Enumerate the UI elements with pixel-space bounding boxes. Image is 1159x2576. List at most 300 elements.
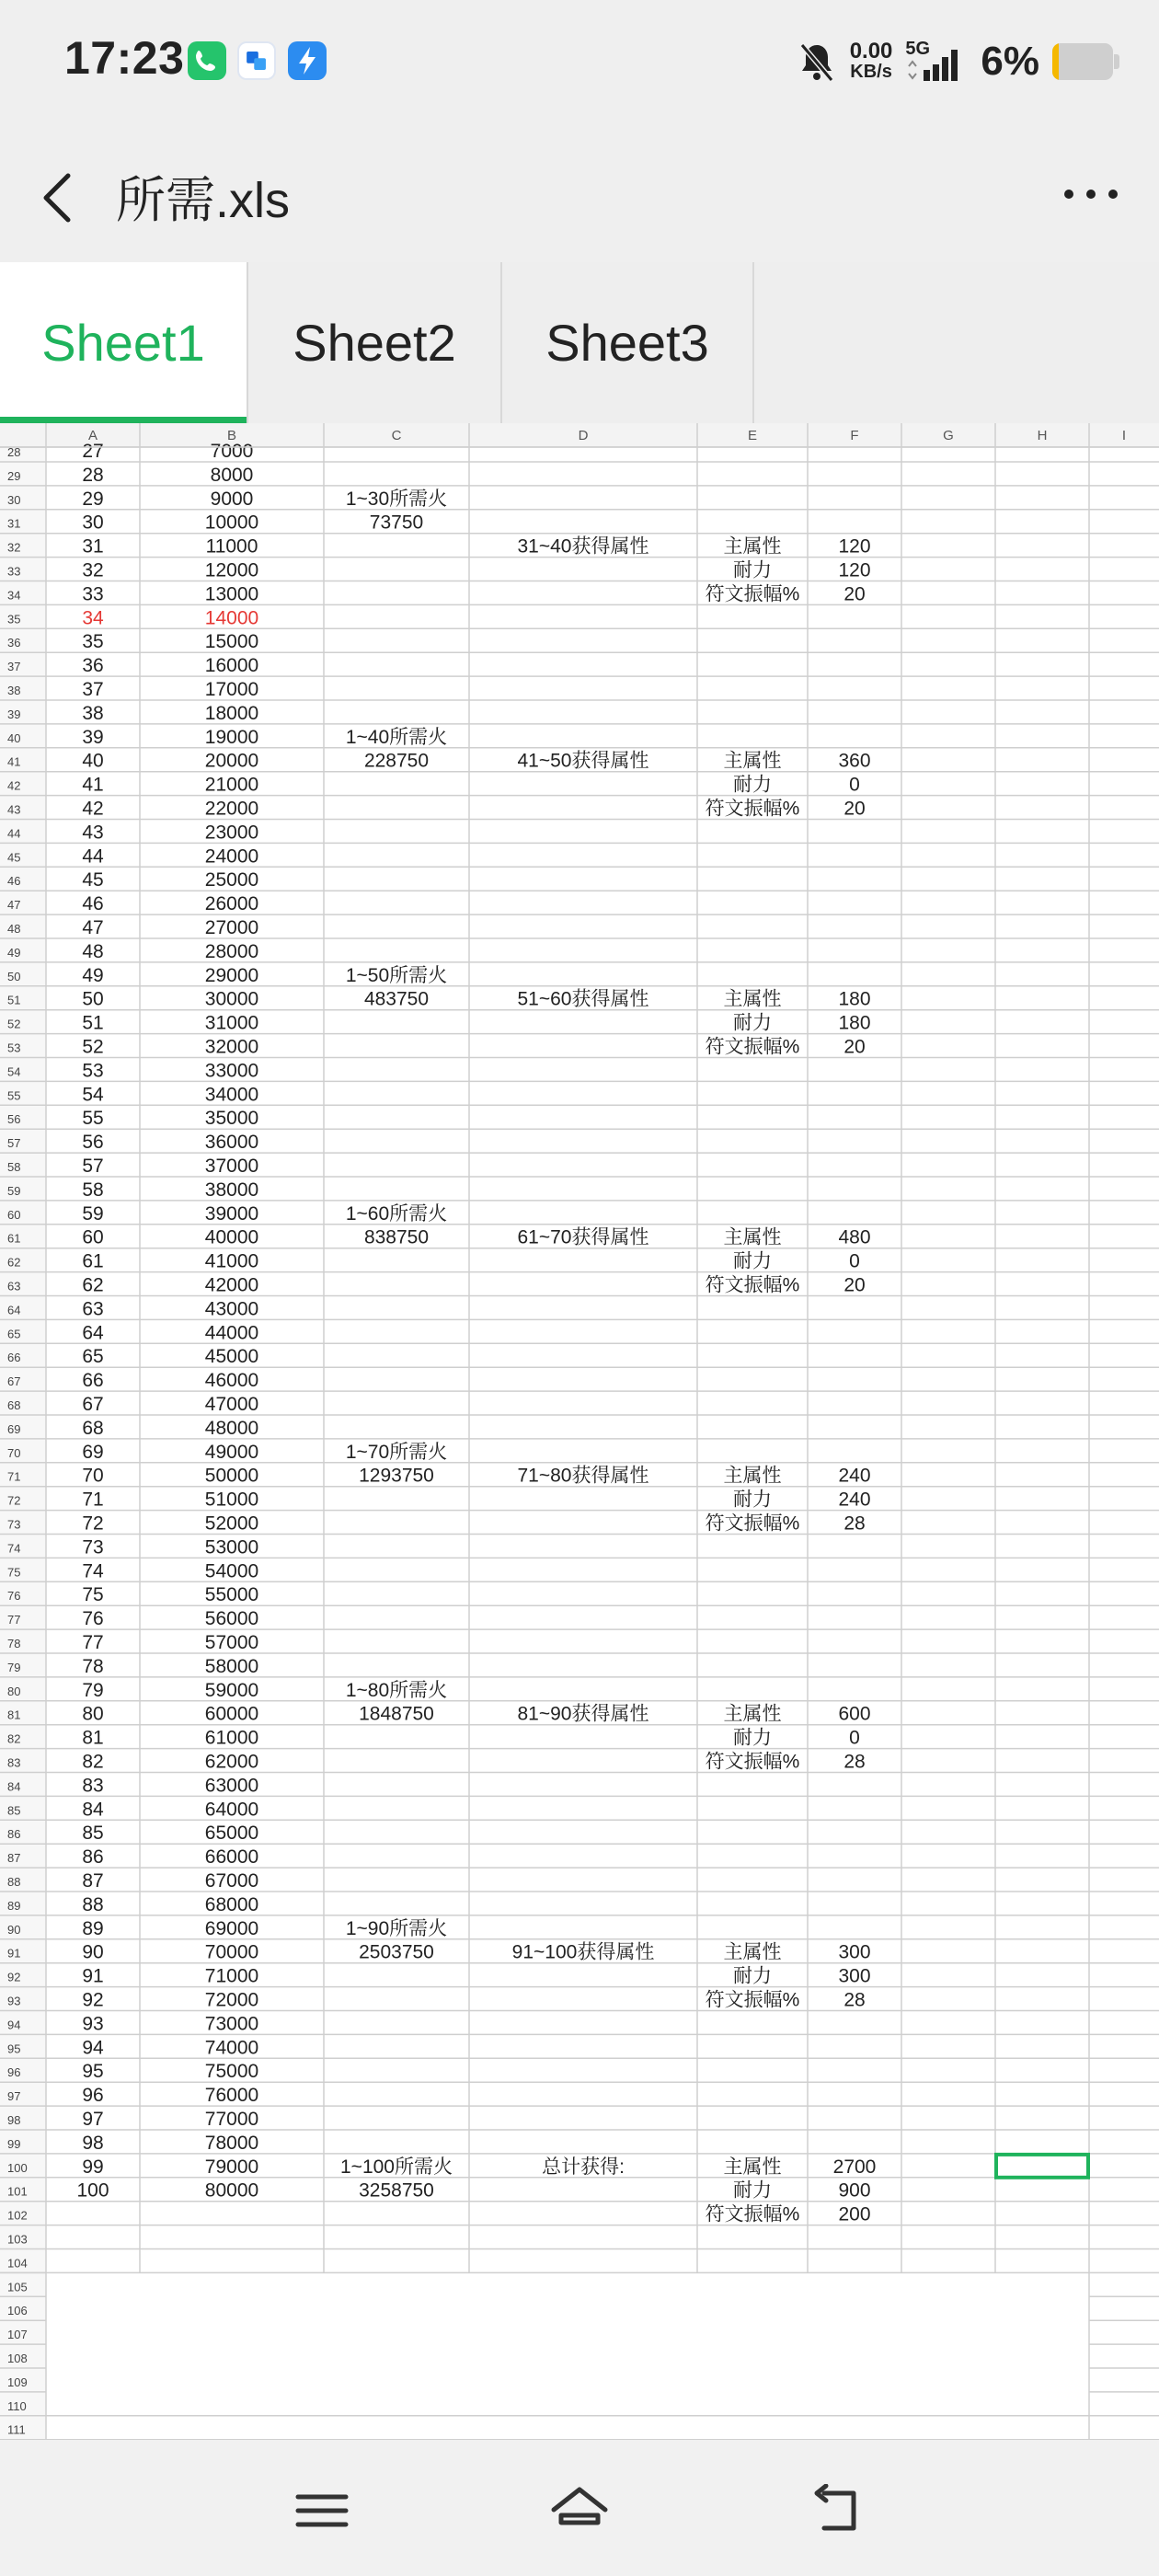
cell-b55[interactable]: 34000 xyxy=(204,1084,259,1106)
cell-a67[interactable]: 66 xyxy=(82,1370,104,1392)
cell-a41[interactable]: 40 xyxy=(82,750,104,772)
row-header[interactable]: 64 xyxy=(7,1303,21,1317)
row-header[interactable]: 40 xyxy=(7,730,21,745)
cell-a28[interactable]: 27 xyxy=(82,441,104,462)
row-header[interactable]: 39 xyxy=(7,707,21,721)
selected-cell[interactable] xyxy=(996,2155,1088,2178)
cell-a76[interactable]: 75 xyxy=(82,1584,104,1606)
cell-b67[interactable]: 46000 xyxy=(204,1370,259,1392)
cell-b99[interactable]: 78000 xyxy=(204,2132,259,2154)
cell-e43[interactable]: 符文振幅% xyxy=(705,798,800,820)
row-header[interactable]: 70 xyxy=(7,1445,21,1460)
column-header-a[interactable]: A xyxy=(87,428,98,443)
row-header[interactable]: 49 xyxy=(7,945,21,960)
cell-a31[interactable]: 30 xyxy=(82,512,104,534)
cell-d91[interactable]: 91~100获得属性 xyxy=(511,1941,655,1963)
cell-f53[interactable]: 20 xyxy=(843,1036,866,1058)
row-header[interactable]: 106 xyxy=(7,2304,28,2318)
cell-c81[interactable]: 1848750 xyxy=(359,1703,434,1725)
cell-b31[interactable]: 10000 xyxy=(204,512,259,534)
cell-b87[interactable]: 66000 xyxy=(204,1846,259,1869)
cell-b83[interactable]: 62000 xyxy=(204,1751,259,1773)
row-header[interactable]: 86 xyxy=(7,1827,21,1842)
cell-a83[interactable]: 82 xyxy=(82,1751,104,1773)
cell-c51[interactable]: 483750 xyxy=(363,988,430,1010)
cell-b47[interactable]: 26000 xyxy=(204,893,259,915)
cell-a42[interactable]: 41 xyxy=(82,774,104,796)
cell-a47[interactable]: 46 xyxy=(82,893,104,915)
cell-b91[interactable]: 70000 xyxy=(204,1941,259,1963)
row-header[interactable]: 46 xyxy=(7,874,21,889)
cell-f91[interactable]: 300 xyxy=(838,1941,871,1963)
row-header[interactable]: 92 xyxy=(7,1970,21,1984)
cell-b49[interactable]: 28000 xyxy=(204,940,259,962)
cell-a62[interactable]: 61 xyxy=(82,1250,104,1272)
cell-e52[interactable]: 耐力 xyxy=(733,1012,772,1034)
cell-a84[interactable]: 83 xyxy=(82,1775,104,1797)
back-arrow-icon[interactable] xyxy=(809,2484,868,2537)
cell-a34[interactable]: 33 xyxy=(82,583,104,605)
cell-f51[interactable]: 180 xyxy=(838,988,871,1010)
cell-a73[interactable]: 72 xyxy=(82,1512,104,1535)
tab-sheet2[interactable]: Sheet2 xyxy=(248,262,502,423)
row-header[interactable]: 107 xyxy=(7,2328,28,2342)
cell-b50[interactable]: 29000 xyxy=(204,964,259,986)
cell-b65[interactable]: 44000 xyxy=(204,1322,259,1344)
cell-b39[interactable]: 18000 xyxy=(204,702,259,724)
row-header[interactable]: 41 xyxy=(7,754,21,769)
row-header[interactable]: 33 xyxy=(7,564,21,579)
cell-b45[interactable]: 24000 xyxy=(204,845,259,868)
cell-f33[interactable]: 120 xyxy=(838,559,871,581)
cell-f81[interactable]: 600 xyxy=(838,1703,871,1725)
row-header[interactable]: 52 xyxy=(7,1017,21,1031)
cell-e83[interactable]: 符文振幅% xyxy=(705,1751,800,1773)
cell-a94[interactable]: 93 xyxy=(82,2013,104,2035)
cell-a72[interactable]: 71 xyxy=(82,1489,104,1511)
row-header[interactable]: 91 xyxy=(7,1946,21,1961)
cell-c101[interactable]: 3258750 xyxy=(359,2179,434,2202)
row-header[interactable]: 82 xyxy=(7,1731,21,1746)
cell-a90[interactable]: 89 xyxy=(82,1917,104,1939)
row-header[interactable]: 111 xyxy=(7,2422,26,2437)
cell-e53[interactable]: 符文振幅% xyxy=(705,1036,800,1058)
cell-b96[interactable]: 75000 xyxy=(204,2061,259,2083)
row-header[interactable]: 55 xyxy=(7,1088,21,1103)
row-header[interactable]: 67 xyxy=(7,1374,21,1389)
cell-a54[interactable]: 53 xyxy=(82,1060,104,1082)
cell-b81[interactable]: 60000 xyxy=(204,1703,259,1725)
cell-b94[interactable]: 73000 xyxy=(204,2013,259,2035)
cell-c71[interactable]: 1293750 xyxy=(359,1465,434,1487)
cell-b53[interactable]: 32000 xyxy=(204,1036,259,1058)
row-header[interactable]: 98 xyxy=(7,2113,21,2127)
row-header[interactable]: 68 xyxy=(7,1398,21,1412)
cell-b30[interactable]: 9000 xyxy=(210,488,254,510)
cell-a97[interactable]: 96 xyxy=(82,2085,104,2107)
cell-e51[interactable]: 主属性 xyxy=(723,988,782,1010)
cell-e61[interactable]: 主属性 xyxy=(723,1226,782,1248)
cell-f93[interactable]: 28 xyxy=(843,1989,866,2011)
cell-f63[interactable]: 20 xyxy=(843,1274,866,1296)
cell-a74[interactable]: 73 xyxy=(82,1536,104,1558)
cell-b63[interactable]: 42000 xyxy=(204,1274,259,1296)
cell-c80[interactable]: 1~80所需火 xyxy=(345,1679,448,1701)
row-header[interactable]: 29 xyxy=(7,468,21,483)
row-header[interactable]: 73 xyxy=(7,1517,21,1532)
cell-b37[interactable]: 16000 xyxy=(204,655,259,677)
cell-a91[interactable]: 90 xyxy=(82,1941,104,1963)
row-header[interactable]: 95 xyxy=(7,2041,21,2056)
cell-a40[interactable]: 39 xyxy=(82,726,104,748)
cell-e33[interactable]: 耐力 xyxy=(733,559,772,581)
cell-b80[interactable]: 59000 xyxy=(204,1679,259,1701)
cell-a101[interactable]: 100 xyxy=(76,2179,109,2202)
cell-b73[interactable]: 52000 xyxy=(204,1512,259,1535)
row-header[interactable]: 71 xyxy=(7,1469,21,1484)
menu-icon[interactable] xyxy=(293,2484,351,2537)
cell-b46[interactable]: 25000 xyxy=(204,869,259,891)
row-header[interactable]: 96 xyxy=(7,2065,21,2080)
cell-d100[interactable]: 总计获得: xyxy=(542,2156,625,2178)
row-header[interactable]: 66 xyxy=(7,1351,21,1365)
row-header[interactable]: 85 xyxy=(7,1803,21,1818)
cell-b97[interactable]: 76000 xyxy=(204,2085,259,2107)
row-header[interactable]: 77 xyxy=(7,1613,21,1627)
row-header[interactable]: 30 xyxy=(7,492,21,507)
cell-a78[interactable]: 77 xyxy=(82,1632,104,1653)
row-header[interactable]: 87 xyxy=(7,1851,21,1866)
cell-b82[interactable]: 61000 xyxy=(204,1727,259,1749)
cell-c90[interactable]: 1~90所需火 xyxy=(345,1917,448,1939)
row-header[interactable]: 94 xyxy=(7,2018,21,2032)
cell-a32[interactable]: 31 xyxy=(82,535,104,558)
row-header[interactable]: 88 xyxy=(7,1875,21,1889)
cell-a100[interactable]: 99 xyxy=(82,2156,104,2178)
cell-f83[interactable]: 28 xyxy=(843,1751,866,1773)
cell-a48[interactable]: 47 xyxy=(82,917,104,938)
cell-d61[interactable]: 61~70获得属性 xyxy=(517,1226,649,1248)
cell-b98[interactable]: 77000 xyxy=(204,2109,259,2130)
cell-f43[interactable]: 20 xyxy=(843,798,866,820)
cell-a89[interactable]: 88 xyxy=(82,1893,104,1915)
cell-b48[interactable]: 27000 xyxy=(204,917,259,938)
cell-b59[interactable]: 38000 xyxy=(204,1179,259,1201)
cell-c60[interactable]: 1~60所需火 xyxy=(345,1202,448,1225)
cell-a66[interactable]: 65 xyxy=(82,1346,104,1368)
cell-a50[interactable]: 49 xyxy=(82,964,104,986)
cell-b58[interactable]: 37000 xyxy=(204,1156,259,1177)
cell-b75[interactable]: 54000 xyxy=(204,1560,259,1582)
cell-f100[interactable]: 2700 xyxy=(832,2156,877,2178)
cell-a60[interactable]: 59 xyxy=(82,1202,104,1225)
cell-b42[interactable]: 21000 xyxy=(204,774,259,796)
cell-e81[interactable]: 主属性 xyxy=(723,1703,782,1725)
cell-b79[interactable]: 58000 xyxy=(204,1655,259,1677)
cell-f92[interactable]: 300 xyxy=(838,1965,871,1987)
cell-b44[interactable]: 23000 xyxy=(204,822,259,844)
row-header[interactable]: 61 xyxy=(7,1231,21,1246)
cell-a65[interactable]: 64 xyxy=(82,1322,104,1344)
cell-f101[interactable]: 900 xyxy=(838,2179,871,2202)
column-header-c[interactable]: C xyxy=(391,428,402,443)
cell-e91[interactable]: 主属性 xyxy=(723,1941,782,1963)
cell-b36[interactable]: 15000 xyxy=(204,631,259,653)
cell-a52[interactable]: 51 xyxy=(82,1012,104,1034)
cell-b90[interactable]: 69000 xyxy=(204,1917,259,1939)
cell-e93[interactable]: 符文振幅% xyxy=(705,1989,800,2011)
cell-b34[interactable]: 13000 xyxy=(204,583,259,605)
row-header[interactable]: 36 xyxy=(7,636,21,650)
cell-a80[interactable]: 79 xyxy=(82,1679,104,1701)
cell-b60[interactable]: 39000 xyxy=(204,1202,259,1225)
row-header[interactable]: 105 xyxy=(7,2280,28,2294)
cell-a85[interactable]: 84 xyxy=(82,1799,104,1821)
cell-b51[interactable]: 30000 xyxy=(204,988,259,1010)
cell-e102[interactable]: 符文振幅% xyxy=(705,2203,800,2225)
cell-a69[interactable]: 68 xyxy=(82,1417,104,1439)
row-header[interactable]: 45 xyxy=(7,850,21,865)
cell-a44[interactable]: 43 xyxy=(82,822,104,844)
cell-c30[interactable]: 1~30所需火 xyxy=(345,488,448,510)
row-header[interactable]: 35 xyxy=(7,612,21,627)
back-chevron-icon[interactable] xyxy=(35,170,81,225)
cell-b41[interactable]: 20000 xyxy=(204,750,259,772)
cell-b52[interactable]: 31000 xyxy=(204,1012,259,1034)
row-header[interactable]: 28 xyxy=(7,445,21,459)
row-header[interactable]: 56 xyxy=(7,1112,21,1127)
cell-b68[interactable]: 47000 xyxy=(204,1394,259,1415)
cell-f73[interactable]: 28 xyxy=(843,1512,866,1535)
row-header[interactable]: 43 xyxy=(7,802,21,817)
cell-c41[interactable]: 228750 xyxy=(363,750,430,772)
cell-a38[interactable]: 37 xyxy=(82,679,104,700)
cell-b64[interactable]: 43000 xyxy=(204,1298,259,1320)
cell-a81[interactable]: 80 xyxy=(82,1703,104,1725)
cell-c70[interactable]: 1~70所需火 xyxy=(345,1441,448,1463)
row-header[interactable]: 89 xyxy=(7,1898,21,1913)
row-header[interactable]: 44 xyxy=(7,826,21,841)
tab-sheet3[interactable]: Sheet3 xyxy=(502,262,754,423)
spreadsheet-grid[interactable] xyxy=(0,423,1159,2440)
cell-a70[interactable]: 69 xyxy=(82,1441,104,1463)
cell-a93[interactable]: 92 xyxy=(82,1989,104,2011)
cell-e101[interactable]: 耐力 xyxy=(733,2179,772,2202)
row-header[interactable]: 102 xyxy=(7,2208,28,2223)
cell-a51[interactable]: 50 xyxy=(82,988,104,1010)
cell-e71[interactable]: 主属性 xyxy=(723,1465,782,1487)
cell-a46[interactable]: 45 xyxy=(82,869,104,891)
cell-c91[interactable]: 2503750 xyxy=(359,1941,434,1963)
row-header[interactable]: 99 xyxy=(7,2136,21,2151)
cell-a36[interactable]: 35 xyxy=(82,631,104,653)
cell-d41[interactable]: 41~50获得属性 xyxy=(517,750,649,772)
cell-e63[interactable]: 符文振幅% xyxy=(705,1274,800,1296)
cell-a58[interactable]: 57 xyxy=(82,1156,104,1177)
row-header[interactable]: 31 xyxy=(7,516,21,531)
row-header[interactable]: 76 xyxy=(7,1589,21,1604)
cell-e72[interactable]: 耐力 xyxy=(733,1489,772,1511)
cell-b89[interactable]: 68000 xyxy=(204,1893,259,1915)
cell-a55[interactable]: 54 xyxy=(82,1084,104,1106)
cell-f52[interactable]: 180 xyxy=(838,1012,871,1034)
cell-b29[interactable]: 8000 xyxy=(210,464,254,486)
row-header[interactable]: 103 xyxy=(7,2232,28,2247)
row-header[interactable]: 47 xyxy=(7,898,21,913)
cell-f61[interactable]: 480 xyxy=(838,1226,871,1248)
row-header[interactable]: 83 xyxy=(7,1755,21,1770)
cell-b78[interactable]: 57000 xyxy=(204,1632,259,1653)
cell-a63[interactable]: 62 xyxy=(82,1274,104,1296)
row-header[interactable]: 81 xyxy=(7,1708,21,1722)
cell-f34[interactable]: 20 xyxy=(843,583,866,605)
row-header[interactable]: 37 xyxy=(7,660,21,674)
cell-f72[interactable]: 240 xyxy=(838,1489,871,1511)
column-header-g[interactable]: G xyxy=(943,428,954,443)
row-header[interactable]: 65 xyxy=(7,1327,21,1341)
cell-e42[interactable]: 耐力 xyxy=(733,774,772,796)
row-header[interactable]: 72 xyxy=(7,1493,21,1508)
cell-c61[interactable]: 838750 xyxy=(363,1226,430,1248)
cell-f32[interactable]: 120 xyxy=(838,535,871,558)
cell-a56[interactable]: 55 xyxy=(82,1108,104,1130)
cell-a37[interactable]: 36 xyxy=(82,655,104,677)
more-options-icon[interactable] xyxy=(1061,185,1120,203)
cell-b69[interactable]: 48000 xyxy=(204,1417,259,1439)
cell-b88[interactable]: 67000 xyxy=(204,1870,259,1892)
cell-e82[interactable]: 耐力 xyxy=(733,1727,772,1749)
cell-a88[interactable]: 87 xyxy=(82,1870,104,1892)
cell-f41[interactable]: 360 xyxy=(838,750,871,772)
cell-b35[interactable]: 14000 xyxy=(204,607,259,629)
row-header[interactable]: 84 xyxy=(7,1779,21,1794)
cell-b95[interactable]: 74000 xyxy=(204,2037,259,2059)
cell-b86[interactable]: 65000 xyxy=(204,1823,259,1845)
cell-a82[interactable]: 81 xyxy=(82,1727,104,1749)
row-header[interactable]: 93 xyxy=(7,1994,21,2008)
column-header-e[interactable]: E xyxy=(747,428,758,443)
cell-f71[interactable]: 240 xyxy=(838,1465,871,1487)
cell-e41[interactable]: 主属性 xyxy=(723,750,782,772)
row-header[interactable]: 50 xyxy=(7,969,21,983)
cell-a92[interactable]: 91 xyxy=(82,1965,104,1987)
column-header-b[interactable]: B xyxy=(226,428,237,443)
cell-e62[interactable]: 耐力 xyxy=(733,1250,772,1272)
cell-a96[interactable]: 95 xyxy=(82,2061,104,2083)
row-header[interactable]: 59 xyxy=(7,1183,21,1198)
cell-a43[interactable]: 42 xyxy=(82,798,104,820)
cell-b84[interactable]: 63000 xyxy=(204,1775,259,1797)
column-header-f[interactable]: F xyxy=(850,428,859,443)
cell-a30[interactable]: 29 xyxy=(82,488,104,510)
cell-b62[interactable]: 41000 xyxy=(204,1250,259,1272)
row-header[interactable]: 80 xyxy=(7,1684,21,1698)
cell-c50[interactable]: 1~50所需火 xyxy=(345,964,448,986)
row-header[interactable]: 75 xyxy=(7,1565,21,1580)
cell-a95[interactable]: 94 xyxy=(82,2037,104,2059)
cell-b28[interactable]: 7000 xyxy=(210,441,254,462)
cell-a53[interactable]: 52 xyxy=(82,1036,104,1058)
cell-a35[interactable]: 34 xyxy=(82,607,104,629)
cell-a98[interactable]: 97 xyxy=(82,2109,104,2130)
row-header[interactable]: 48 xyxy=(7,922,21,936)
row-header[interactable]: 32 xyxy=(7,540,21,555)
cell-f82[interactable]: 0 xyxy=(849,1727,860,1749)
cell-a79[interactable]: 78 xyxy=(82,1655,104,1677)
row-header[interactable]: 53 xyxy=(7,1041,21,1055)
home-icon[interactable] xyxy=(550,2484,609,2537)
cell-a39[interactable]: 38 xyxy=(82,702,104,724)
row-header[interactable]: 97 xyxy=(7,2089,21,2104)
cell-b74[interactable]: 53000 xyxy=(204,1536,259,1558)
cell-c40[interactable]: 1~40所需火 xyxy=(345,726,448,748)
cell-b101[interactable]: 80000 xyxy=(204,2179,259,2202)
cell-b66[interactable]: 45000 xyxy=(204,1346,259,1368)
cell-c100[interactable]: 1~100所需火 xyxy=(340,2156,453,2178)
row-header[interactable]: 90 xyxy=(7,1922,21,1937)
cell-a77[interactable]: 76 xyxy=(82,1608,104,1630)
cell-b33[interactable]: 12000 xyxy=(204,559,259,581)
column-header-d[interactable]: D xyxy=(578,428,589,443)
cell-a57[interactable]: 56 xyxy=(82,1132,104,1154)
row-header[interactable]: 78 xyxy=(7,1637,21,1650)
cell-b32[interactable]: 11000 xyxy=(205,535,258,558)
row-header[interactable]: 54 xyxy=(7,1064,21,1079)
row-header[interactable]: 63 xyxy=(7,1279,21,1294)
row-header[interactable]: 79 xyxy=(7,1660,21,1674)
cell-f62[interactable]: 0 xyxy=(849,1250,860,1272)
tab-sheet1[interactable]: Sheet1 xyxy=(0,262,248,423)
cell-c31[interactable]: 73750 xyxy=(369,512,424,534)
cell-d32[interactable]: 31~40获得属性 xyxy=(517,535,649,558)
cell-a29[interactable]: 28 xyxy=(82,464,104,486)
row-header[interactable]: 60 xyxy=(7,1207,21,1222)
cell-b70[interactable]: 49000 xyxy=(204,1441,259,1463)
cell-b61[interactable]: 40000 xyxy=(204,1226,259,1248)
cell-e92[interactable]: 耐力 xyxy=(733,1965,772,1987)
cell-b93[interactable]: 72000 xyxy=(204,1989,259,2011)
cell-b56[interactable]: 35000 xyxy=(204,1108,259,1130)
cell-e73[interactable]: 符文振幅% xyxy=(705,1512,800,1535)
cell-b92[interactable]: 71000 xyxy=(204,1965,259,1987)
cell-a87[interactable]: 86 xyxy=(82,1846,104,1869)
cell-b38[interactable]: 17000 xyxy=(204,679,259,700)
cell-a75[interactable]: 74 xyxy=(82,1560,104,1582)
cell-b85[interactable]: 64000 xyxy=(204,1799,259,1821)
cell-d71[interactable]: 71~80获得属性 xyxy=(517,1465,649,1487)
cell-b72[interactable]: 51000 xyxy=(204,1489,259,1511)
row-header[interactable]: 101 xyxy=(7,2184,28,2199)
cell-d81[interactable]: 81~90获得属性 xyxy=(517,1703,649,1725)
cell-b57[interactable]: 36000 xyxy=(204,1132,259,1154)
cell-a33[interactable]: 32 xyxy=(82,559,104,581)
row-header[interactable]: 51 xyxy=(7,993,21,1007)
row-header[interactable]: 110 xyxy=(7,2398,27,2413)
cell-b71[interactable]: 50000 xyxy=(204,1465,259,1487)
cell-b54[interactable]: 33000 xyxy=(204,1060,259,1082)
cell-e34[interactable]: 符文振幅% xyxy=(705,583,800,605)
cell-a86[interactable]: 85 xyxy=(82,1823,104,1845)
column-header-i[interactable]: I xyxy=(1121,428,1127,443)
grid-canvas[interactable] xyxy=(0,423,1159,2440)
cell-a59[interactable]: 58 xyxy=(82,1179,104,1201)
row-header[interactable]: 108 xyxy=(7,2352,28,2365)
cell-a71[interactable]: 70 xyxy=(82,1465,104,1487)
cell-a64[interactable]: 63 xyxy=(82,1298,104,1320)
cell-a49[interactable]: 48 xyxy=(82,940,104,962)
column-header-h[interactable]: H xyxy=(1037,428,1048,443)
cell-f42[interactable]: 0 xyxy=(849,774,860,796)
